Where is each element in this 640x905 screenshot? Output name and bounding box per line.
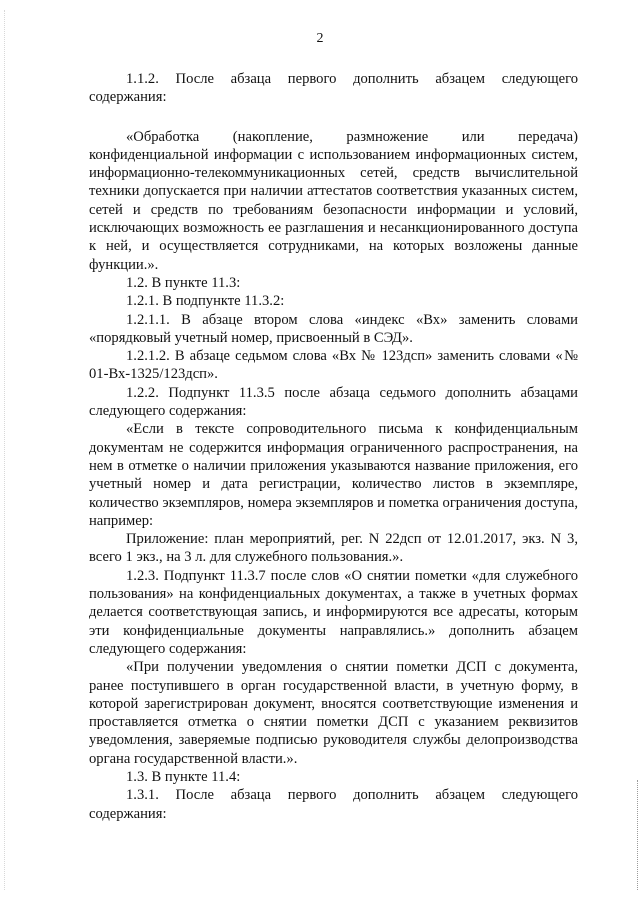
paragraph-1-2-3: 1.2.3. Подпункт 11.3.7 после слов «О снятии пометки «для служебного пользования» на конфиденциальных документах, а также в учетных формах делается соответствующая запись, и информируются все адресаты, которым эти конфиденциальные документы направлялись.» дополнить абзацем следующего содержания: [89, 567, 578, 657]
paragraph-1-3-1: 1.3.1. После абзаца первого дополнить абзацем следующего содержания: [89, 787, 578, 822]
paragraph-quote-cover-letter: «Если в тексте сопроводительного письма к конфиденциальным документам не содержится информация ограниченного распространения, на нем в отметке о наличии приложения указываются название приложения, его учетный номер и дата регистрации, количество листов в экземпляре, количество экземпляров, номера экземпляров и пометка ограничения доступа, например: [89, 421, 578, 529]
paragraph-1-2-1: 1.2.1. В подпункте 11.3.2: [126, 293, 285, 310]
scan-edge-left [4, 10, 6, 890]
document-body [89, 70, 578, 823]
paragraph-1-3: 1.3. В пункте 11.4: [126, 768, 241, 785]
paragraph-1-1-2: 1.1.2. После абзаца первого дополнить абзацем следующего содержания: [89, 71, 578, 106]
scan-edge-right [635, 780, 638, 890]
page-number: 2 [316, 31, 324, 46]
paragraph-quote-confidential-processing: «Обработка (накопление, размножение или передача) конфиденциальной информации с использованием информационных систем, информационно-телекоммуникационных сетей, средств вычислительной техники допускается при наличии аттестатов соответствия указанных систем, сетей и средств по требованиям безопасности информации и условий, исключающих возможность ее разглашения и несанкционированного доступа к ней, и осуществляется сотрудниками, на которых возложены данные функции.». [89, 128, 578, 273]
paragraph-attachment-example: Приложение: план мероприятий, рег. N 22дсп от 12.01.2017, экз. N 3, всего 1 экз., на 3 л. для служебного пользования.». [89, 531, 578, 566]
paragraph-1-2: 1.2. В пункте 11.3: [126, 274, 241, 291]
paragraph-quote-dsp-removal: «При получении уведомления о снятии пометки ДСП с документа, ранее поступившего в орган государственной власти, в учетную форму, в которой зарегистрирован документ, вносятся соответствующие изменения и проставляется отметка о снятии пометки ДСП с указанием реквизитов уведомления, заверяемые подписью руководителя службы делопроизводства органа государственной власти.». [89, 659, 578, 767]
paragraph-1-2-1-2: 1.2.1.2. В абзаце седьмом слова «Вх № 123дсп» заменить словами «№ 01-Вх-1325/123дсп». [89, 348, 578, 383]
paragraph-1-2-1-1: 1.2.1.1. В абзаце втором слова «индекс «Вх» заменить словами «порядковый учетный номер, присвоенный в СЭД». [89, 311, 578, 346]
paragraph-1-2-2: 1.2.2. Подпункт 11.3.5 после абзаца седьмого дополнить абзацами следующего содержания: [89, 384, 578, 420]
